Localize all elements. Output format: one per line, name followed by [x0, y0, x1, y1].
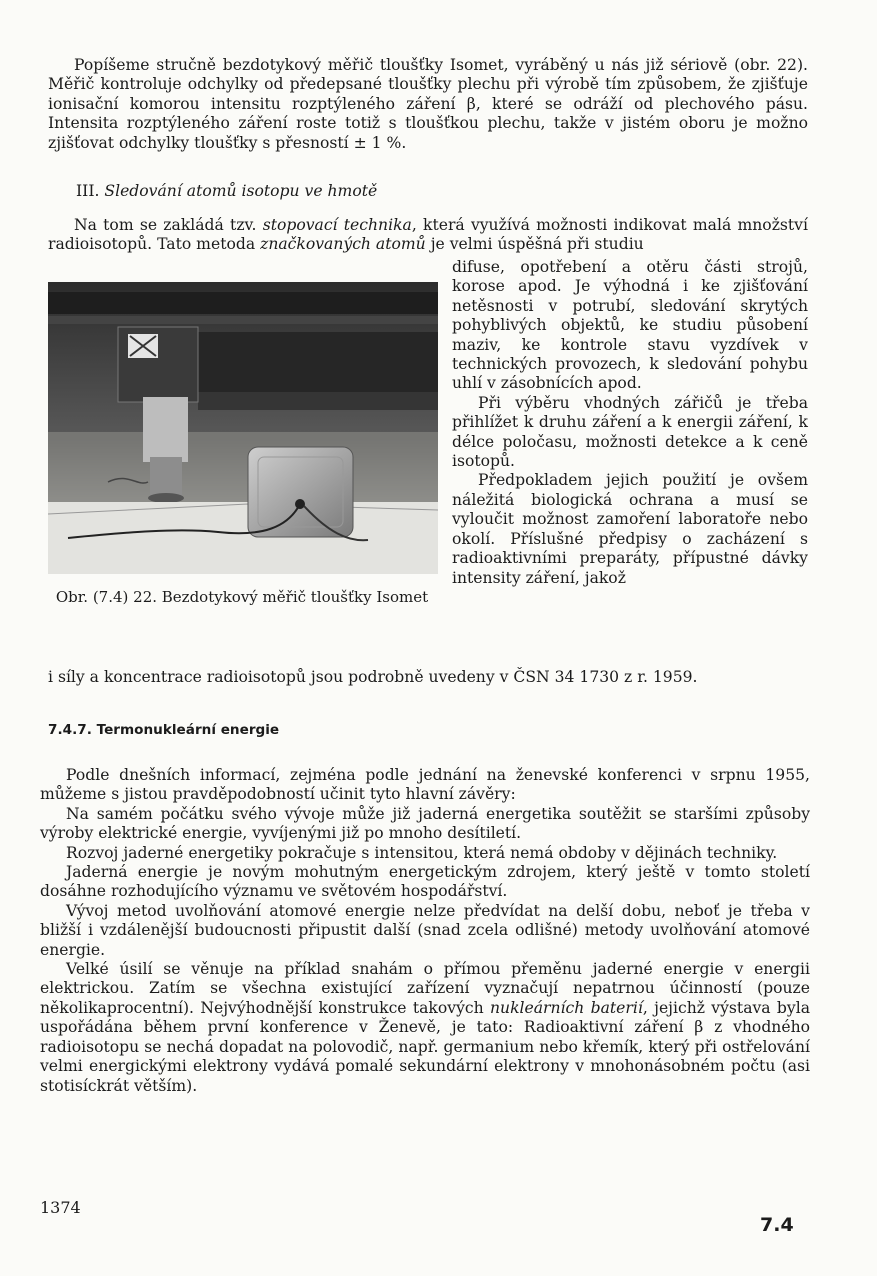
subsection-heading [76, 182, 377, 200]
tracer-paragraph [48, 216, 808, 255]
tracer-text-3: je velmi úspěšná při studiu [430, 235, 644, 254]
right-paragraph-3: Předpokladem jejich použití je ovšem náležitá biologická ochrana a musí se vyloučit možnost zamoření laboratoře nebo okolí. Příslušné předpisy o zacházení s radioaktivními preparáty, přípustné dávky intensity záření, jakož [452, 471, 808, 587]
tracer-term-2: značkovaných atomů [260, 235, 426, 254]
right-paragraph-2: Při výběru vhodných zářičů je třeba přihlížet k druhu záření a k energii záření, k délce poločasu, možnosti detekce a k ceně isotopů. [452, 393, 808, 471]
page-number: 1374 [40, 1198, 81, 1217]
section-body [40, 766, 810, 1096]
last-para-text-1: Velké úsilí se věnuje na příklad snahám o přímou přeměnu jaderné energie v energii elektrickou. Zatím se všechna existující zařízení vyznačují nepatrnou účinností (pouze několikaprocentní). Nejvýhodnější konstrukce takových [40, 960, 810, 1017]
section-heading: 7.4.7. Termonukleární energie [48, 722, 280, 738]
section-paragraph-last [40, 960, 810, 1096]
continuation-line: i síly a koncentrace radioisotopů jsou podrobně uvedeny v ČSN 34 1730 z r. 1959. [48, 668, 698, 686]
last-para-term: nukleárních baterií [489, 998, 643, 1017]
last-para-text-2: , jejichž výstava byla uspořádána během první konference v Ženevě, je tato: Radioaktivní záření β z vhodného radioisotopu se nechá dopadat na polovodič, např. germanium nebo křemík, který při ostřelování velmi energickými elektrony vydává pomalé sekundární elektrony v mnohonásobném počtu (asi stotisíckrát větším). [40, 998, 810, 1095]
section-paragraph: Vývoj metod uvolňování atomové energie nelze předvídat na delší dobu, neboť je třeba v bližší i vzdálenější budoucnosti připustit další (snad zcela odlišné) metody uvolňování atomové energie. [40, 901, 810, 959]
section-paragraph: Jaderná energie je novým mohutným energetickým zdrojem, který ještě v tomto století dosáhne rozhodujícího významu ve světovém hospodářství. [40, 863, 810, 901]
section-paragraph: Rozvoj jaderné energetiky pokračuje s intensitou, která nemá obdoby v dějinách techniky. [66, 843, 778, 862]
tracer-text-2: , která využívá možnosti indikovat malá množství radioisotopů. Tato metoda [48, 216, 808, 254]
right-column [452, 258, 808, 588]
figure-caption: Obr. (7.4) 22. Bezdotykový měřič tloušťky Isomet [55, 588, 429, 606]
section-paragraph: Podle dnešních informací, zejména podle jednání na ženevské konferenci v srpnu 1955, můžeme s jistou pravděpodobností učinit tyto hlavní závěry: [40, 766, 810, 804]
isomet-device-photo [48, 282, 438, 574]
right-paragraph-1: difuse, opotřebení a otěru části strojů, korose apod. Je výhodná i ke zjišťování netěsnosti v potrubí, sledování skrytých pohyblivých objektů, ke studiu působení maziv, ke kontrole stavu vyzdívek v technických provozech, k sledování pohybu uhlí v zásobnících apod. [452, 258, 808, 393]
subsection-title: Sledování atomů isotopu ve hmotě [104, 182, 378, 200]
section-paragraph: Na samém počátku svého vývoje může již jaderná energetika soutěžit se staršími způsoby výroby elektrické energie, vyvíjenými již po mnoho desítiletí. [40, 804, 810, 843]
figure-photo [48, 282, 438, 574]
tracer-text-1: Na tom se zakládá tzv. [74, 216, 257, 234]
tracer-term-1: stopovací technika [262, 216, 412, 234]
intro-paragraph: Popíšeme stručně bezdotykový měřič tloušťky Isomet, vyráběný u nás již sériově (obr. 22). Měřič kontroluje odchylky od předepsané tloušťky plechu při výrobě tím způsobem, že zjišťuje ionisační komorou intensitu rozptýleného záření β, které se odráží od plechového pásu. Intensita rozptýleného záření roste totiž s tloušťkou plechu, takže v jistém oboru je možno zjišťovat odchylky tloušťky s přesností ± 1 %. [48, 56, 808, 152]
chapter-number: 7.4 [760, 1214, 794, 1236]
subsection-number: III. [76, 182, 100, 200]
